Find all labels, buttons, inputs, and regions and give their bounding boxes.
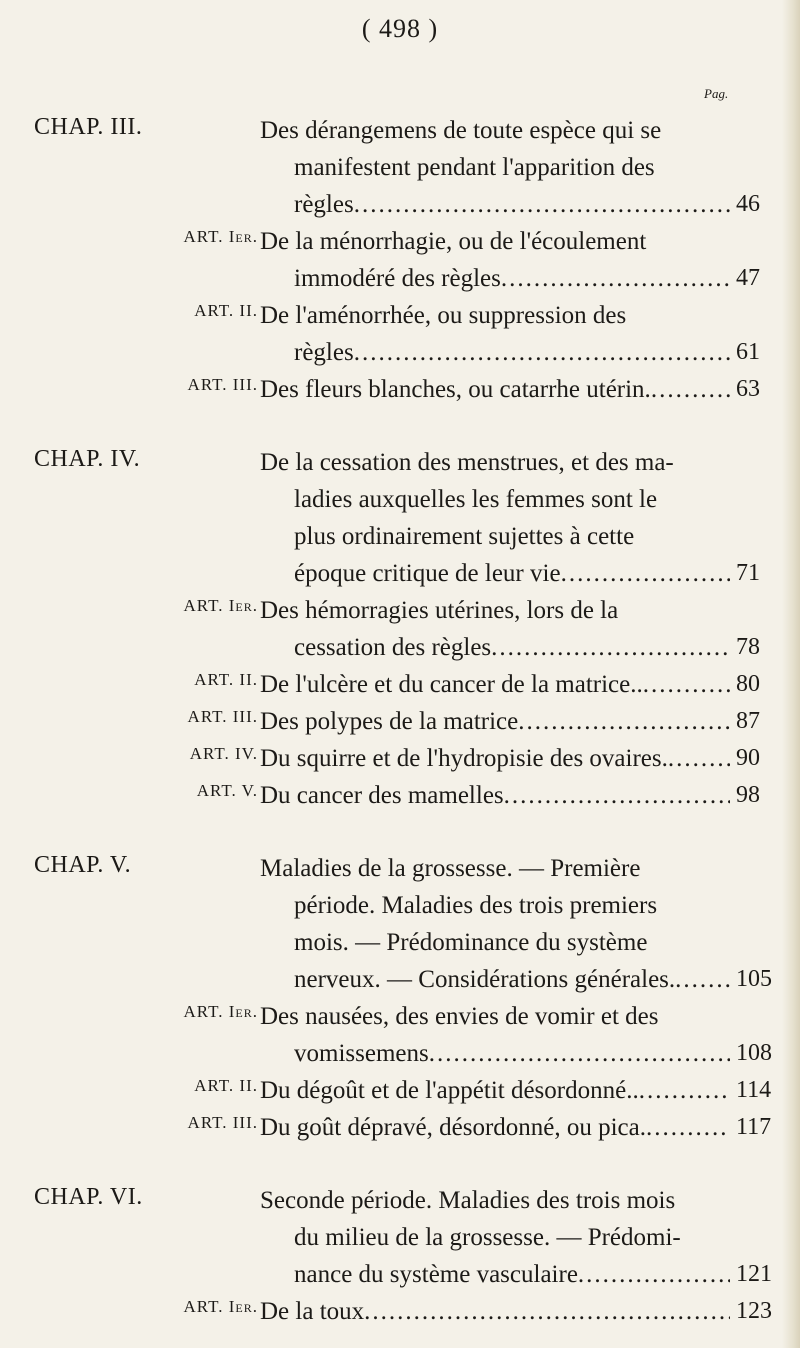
entry-title-text: Du squirre et de l'hydropisie des ovaires.: [260, 745, 668, 772]
article-label: ART. V.: [196, 781, 258, 800]
entry-title: [260, 444, 730, 592]
entry-title-text: nance du système vasculaire: [294, 1261, 578, 1288]
entry-title-line: [260, 444, 730, 481]
entry-title-line: [260, 924, 730, 961]
entry-title-line: [260, 1182, 730, 1219]
entry-title-text: Des polypes de la matrice: [260, 708, 519, 735]
page-reference: 105: [736, 966, 772, 992]
page-column-label: Pag.: [704, 86, 729, 101]
chapter-label: CHAP. VI.: [34, 1184, 143, 1210]
entry-title-line: [260, 518, 730, 555]
entry-title-line: [260, 850, 730, 887]
entry-title-text: Des fleurs blanches, ou catarrhe utérin.: [260, 376, 651, 403]
entry-title-line: [260, 1109, 730, 1146]
entry-title-text: De l'aménorrhée, ou suppression des: [260, 302, 627, 329]
entry-title-line: [260, 334, 730, 371]
entry-title-line: [260, 371, 730, 408]
entry-title-line: [260, 186, 730, 223]
entry-title-text: De la toux: [260, 1298, 365, 1325]
article-label: ART. III.: [187, 1113, 258, 1132]
dot-leader: [675, 961, 730, 998]
page-number: ( 498 ): [361, 14, 439, 43]
article-label: ART. II.: [194, 1076, 258, 1095]
page-reference: 123: [736, 1298, 772, 1324]
toc-article-entry: [0, 703, 800, 740]
entry-title-text: immodéré des règles: [294, 265, 501, 292]
entry-title: [260, 223, 730, 297]
entry-title-line: [260, 1219, 730, 1256]
entry-title-text: époque critique de leur vie: [294, 560, 561, 587]
entry-title-text: Maladies de la grossesse. — Première: [260, 855, 641, 882]
entry-title-text: Des nausées, des envies de vomir et des: [260, 1003, 659, 1030]
dot-leader: [651, 371, 730, 408]
entry-title-line: [260, 703, 730, 740]
entry-title: [260, 112, 730, 223]
entry-title-text: Des hémorragies utérines, lors de la: [260, 597, 619, 624]
toc-chapter-entry: [0, 1182, 800, 1293]
page-reference: 87: [736, 708, 760, 734]
page-reference: 63: [736, 376, 760, 402]
toc-article-entry: [0, 740, 800, 777]
chapter-gap: [0, 814, 800, 850]
entry-title-text: cessation des règles: [294, 634, 492, 661]
page-reference: 71: [736, 560, 760, 586]
entry-title-line: [260, 998, 730, 1035]
entry-title-text: règles: [294, 191, 354, 218]
entry-title-text: Seconde période. Maladies des trois mois: [260, 1187, 676, 1214]
entry-title: [260, 592, 730, 666]
entry-title-line: [260, 260, 730, 297]
toc-article-entry: [0, 1293, 800, 1330]
dot-leader: [501, 260, 730, 297]
dot-leader: [668, 740, 730, 777]
article-label: ART. Ier.: [183, 227, 258, 246]
entry-title: [260, 1293, 730, 1330]
entry-title-line: [260, 112, 730, 149]
entry-title-line: [260, 1072, 730, 1109]
toc-article-entry: [0, 666, 800, 703]
entry-title: [260, 777, 730, 814]
entry-title-line: [260, 1293, 730, 1330]
dot-leader: [364, 1293, 730, 1330]
entry-title-line: [260, 629, 730, 666]
entry-title-line: [260, 149, 730, 186]
entry-title: [260, 1072, 730, 1109]
entry-title-text: vomissemens: [294, 1040, 429, 1067]
entry-title-text: période. Maladies des trois premiers: [294, 892, 658, 919]
entry-title-line: [260, 297, 730, 334]
entry-title-text: règles: [294, 339, 354, 366]
toc-article-entry: [0, 1109, 800, 1146]
chapter-gap: [0, 1146, 800, 1182]
chapter-label: CHAP. III.: [34, 114, 143, 140]
entry-title-line: [260, 1256, 730, 1293]
entry-title-text: Du cancer des mamelles: [260, 782, 504, 809]
entry-title: [260, 371, 730, 408]
chapter-label: CHAP. V.: [34, 852, 132, 878]
entry-title-text: De la cessation des menstrues, et des ma-: [260, 449, 674, 476]
page-reference: 47: [736, 265, 760, 291]
toc-article-entry: [0, 998, 800, 1072]
toc-article-entry: [0, 223, 800, 297]
dot-leader: [429, 1035, 730, 1072]
dot-leader: [646, 1109, 730, 1146]
article-label: ART. III.: [187, 707, 258, 726]
page-reference: 98: [736, 782, 760, 808]
entry-title: [260, 1182, 730, 1293]
article-label: ART. Ier.: [183, 596, 258, 615]
article-label: ART. II.: [194, 670, 258, 689]
toc-article-entry: [0, 371, 800, 408]
entry-title: [260, 666, 730, 703]
entry-title-line: [260, 961, 730, 998]
entry-title-line: [260, 1035, 730, 1072]
entry-title-line: [260, 223, 730, 260]
page-reference: 61: [736, 339, 760, 365]
dot-leader: [354, 334, 730, 371]
toc-article-entry: [0, 592, 800, 666]
entry-title-text: Du goût dépravé, désordonné, ou pica.: [260, 1114, 646, 1141]
toc-chapter-entry: [0, 850, 800, 998]
toc-article-entry: [0, 1072, 800, 1109]
entry-title: [260, 998, 730, 1072]
dot-leader: [491, 629, 730, 666]
toc-chapter-entry: [0, 444, 800, 592]
entry-title: [260, 740, 730, 777]
entry-title-line: [260, 592, 730, 629]
entry-title: [260, 850, 730, 998]
entry-title-line: [260, 740, 730, 777]
toc-article-entry: [0, 777, 800, 814]
entry-title-line: [260, 666, 730, 703]
entry-title-line: [260, 481, 730, 518]
chapter-gap: [0, 408, 800, 444]
entry-title-text: Des dérangemens de toute espèce qui se: [260, 117, 662, 144]
dot-leader: [578, 1256, 730, 1293]
entry-title-text: Du dégoût et de l'appétit désordonné..: [260, 1077, 639, 1104]
entry-title-text: nerveux. — Considérations générales.: [294, 966, 676, 993]
entry-title-text: De la ménorrhagie, ou de l'écoulement: [260, 228, 647, 255]
entry-title: [260, 703, 730, 740]
page-reference: 78: [736, 634, 760, 660]
page-reference: 46: [736, 191, 760, 217]
dot-leader: [354, 186, 730, 223]
entry-title-text: ladies auxquelles les femmes sont le: [294, 486, 658, 513]
page-reference: 108: [736, 1040, 772, 1066]
article-label: ART. II.: [194, 301, 258, 320]
table-of-contents: [0, 112, 800, 1330]
page-reference: 90: [736, 745, 760, 771]
page-reference: 114: [736, 1077, 772, 1103]
entry-title: [260, 1109, 730, 1146]
page-reference: 121: [736, 1261, 772, 1287]
toc-article-entry: [0, 297, 800, 371]
dot-leader: [561, 555, 730, 592]
entry-title-text: De l'ulcère et du cancer de la matrice..: [260, 671, 643, 698]
entry-title-line: [260, 887, 730, 924]
dot-leader: [643, 666, 730, 703]
page-reference: 80: [736, 671, 760, 697]
entry-title-line: [260, 777, 730, 814]
entry-title-text: plus ordinairement sujettes à cette: [294, 523, 635, 550]
dot-leader: [639, 1072, 730, 1109]
entry-title-text: du milieu de la grossesse. — Prédomi-: [294, 1224, 681, 1251]
entry-title-line: [260, 555, 730, 592]
article-label: ART. III.: [187, 375, 258, 394]
entry-title-text: mois. — Prédominance du système: [294, 929, 648, 956]
entry-title: [260, 297, 730, 371]
entry-title-text: manifestent pendant l'apparition des: [294, 154, 655, 181]
article-label: ART. IV.: [189, 744, 258, 763]
article-label: ART. Ier.: [183, 1297, 258, 1316]
dot-leader: [504, 777, 730, 814]
chapter-label: CHAP. IV.: [34, 446, 141, 472]
dot-leader: [518, 703, 730, 740]
article-label: ART. Ier.: [183, 1002, 258, 1021]
toc-chapter-entry: [0, 112, 800, 223]
page-reference: 117: [736, 1114, 772, 1140]
